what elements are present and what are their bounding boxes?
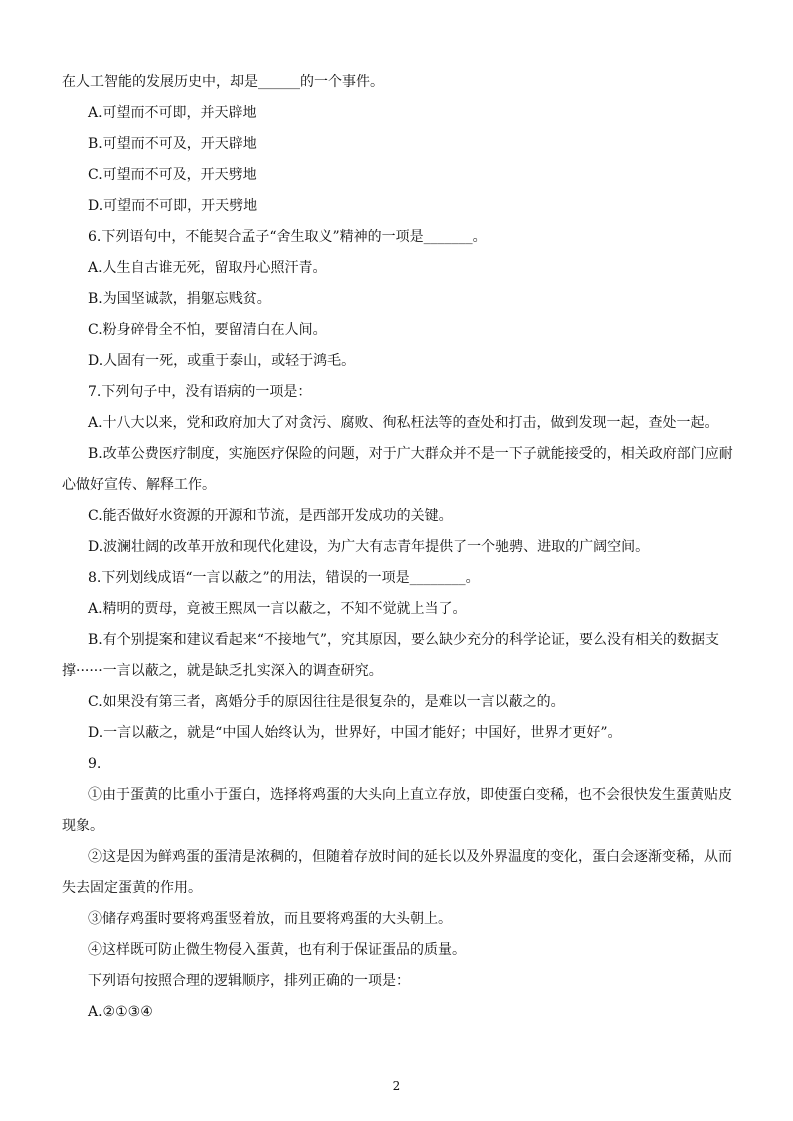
question-9: 9.: [88, 756, 102, 772]
sentence-line: ②这是因为鲜鸡蛋的蛋清是浓稠的，但随着存放时间的延长以及外界温度的变化，蛋白会逐渐变稀，从而: [88, 849, 732, 865]
option-line-continuation: 心做好宣传、解释工作。: [62, 477, 216, 493]
option-line: D.波澜壮阔的改革开放和现代化建设，为广大有志青年提供了一个驰骋、进取的广阔空间。: [88, 539, 650, 555]
option-line: D.可望而不可即，开天劈地: [88, 198, 258, 214]
option-line: A.人生自古谁无死，留取丹心照汗青。: [88, 260, 327, 276]
option-line: A.②①③④: [88, 1004, 153, 1020]
question-7: 7.下列句子中，没有语病的一项是：: [88, 384, 312, 400]
option-line-continuation: 撑······一言以蔽之，就是缺乏扎实深入的调查研究。: [62, 663, 383, 679]
option-line: A.精明的贾母，竟被王熙凤一言以蔽之，不知不觉就上当了。: [88, 601, 467, 617]
sentence-line: ①由于蛋黄的比重小于蛋白，选择将鸡蛋的大头向上直立存放，即使蛋白变稀，也不会很快发生蛋黄贴皮: [88, 787, 732, 803]
option-line: D.人固有一死，或重于泰山，或轻于鸿毛。: [88, 353, 356, 369]
page-number: 2: [392, 1079, 401, 1093]
question-prompt: 下列语句按照合理的逻辑顺序，排列正确的一项是：: [88, 973, 410, 989]
text-line: 在人工智能的发展历史中，却是______的一个事件。: [62, 74, 384, 90]
option-line: B.为国坚诚款，捐躯忘贱贫。: [88, 291, 271, 307]
option-line: C.能否做好水资源的开源和节流，是西部开发成功的关键。: [88, 508, 453, 524]
option-line: C.可望而不可及，开天劈地: [88, 167, 257, 183]
sentence-line-continuation: 失去固定蛋黄的作用。: [62, 880, 202, 896]
sentence-line-continuation: 现象。: [62, 818, 104, 834]
option-line: B.改革公费医疗制度，实施医疗保险的问题，对于广大群众并不是一下子就能接受的，相关政府部门应耐: [88, 446, 733, 462]
question-6: 6.下列语句中，不能契合孟子“舍生取义”精神的一项是_______。: [88, 229, 487, 245]
sentence-line: ④这样既可防止微生物侵入蛋黄，也有利于保证蛋品的质量。: [88, 942, 466, 958]
option-line: B.可望而不可及，开天辟地: [88, 136, 257, 152]
question-8: 8.下列划线成语“一言以蔽之”的用法，错误的一项是________。: [88, 570, 480, 586]
option-line: B.有个别提案和建议看起来“不接地气”，究其原因，要么缺少充分的科学论证，要么没有相关的数据支: [88, 632, 720, 648]
option-line: D.一言以蔽之，就是“中国人始终认为，世界好，中国才能好；中国好，世界才更好”。: [88, 725, 622, 741]
option-line: A.可望而不可即，并天辟地: [88, 105, 257, 121]
sentence-line: ③储存鸡蛋时要将鸡蛋竖着放，而且要将鸡蛋的大头朝上。: [88, 911, 452, 927]
option-line: C.如果没有第三者，离婚分手的原因往往是很复杂的，是难以一言以蔽之的。: [88, 694, 565, 710]
option-line: A.十八大以来，党和政府加大了对贪污、腐败、徇私枉法等的查处和打击，做到发现一起，查处一起。: [88, 415, 719, 431]
option-line: C.粉身碎骨全不怕，要留清白在人间。: [88, 322, 327, 338]
